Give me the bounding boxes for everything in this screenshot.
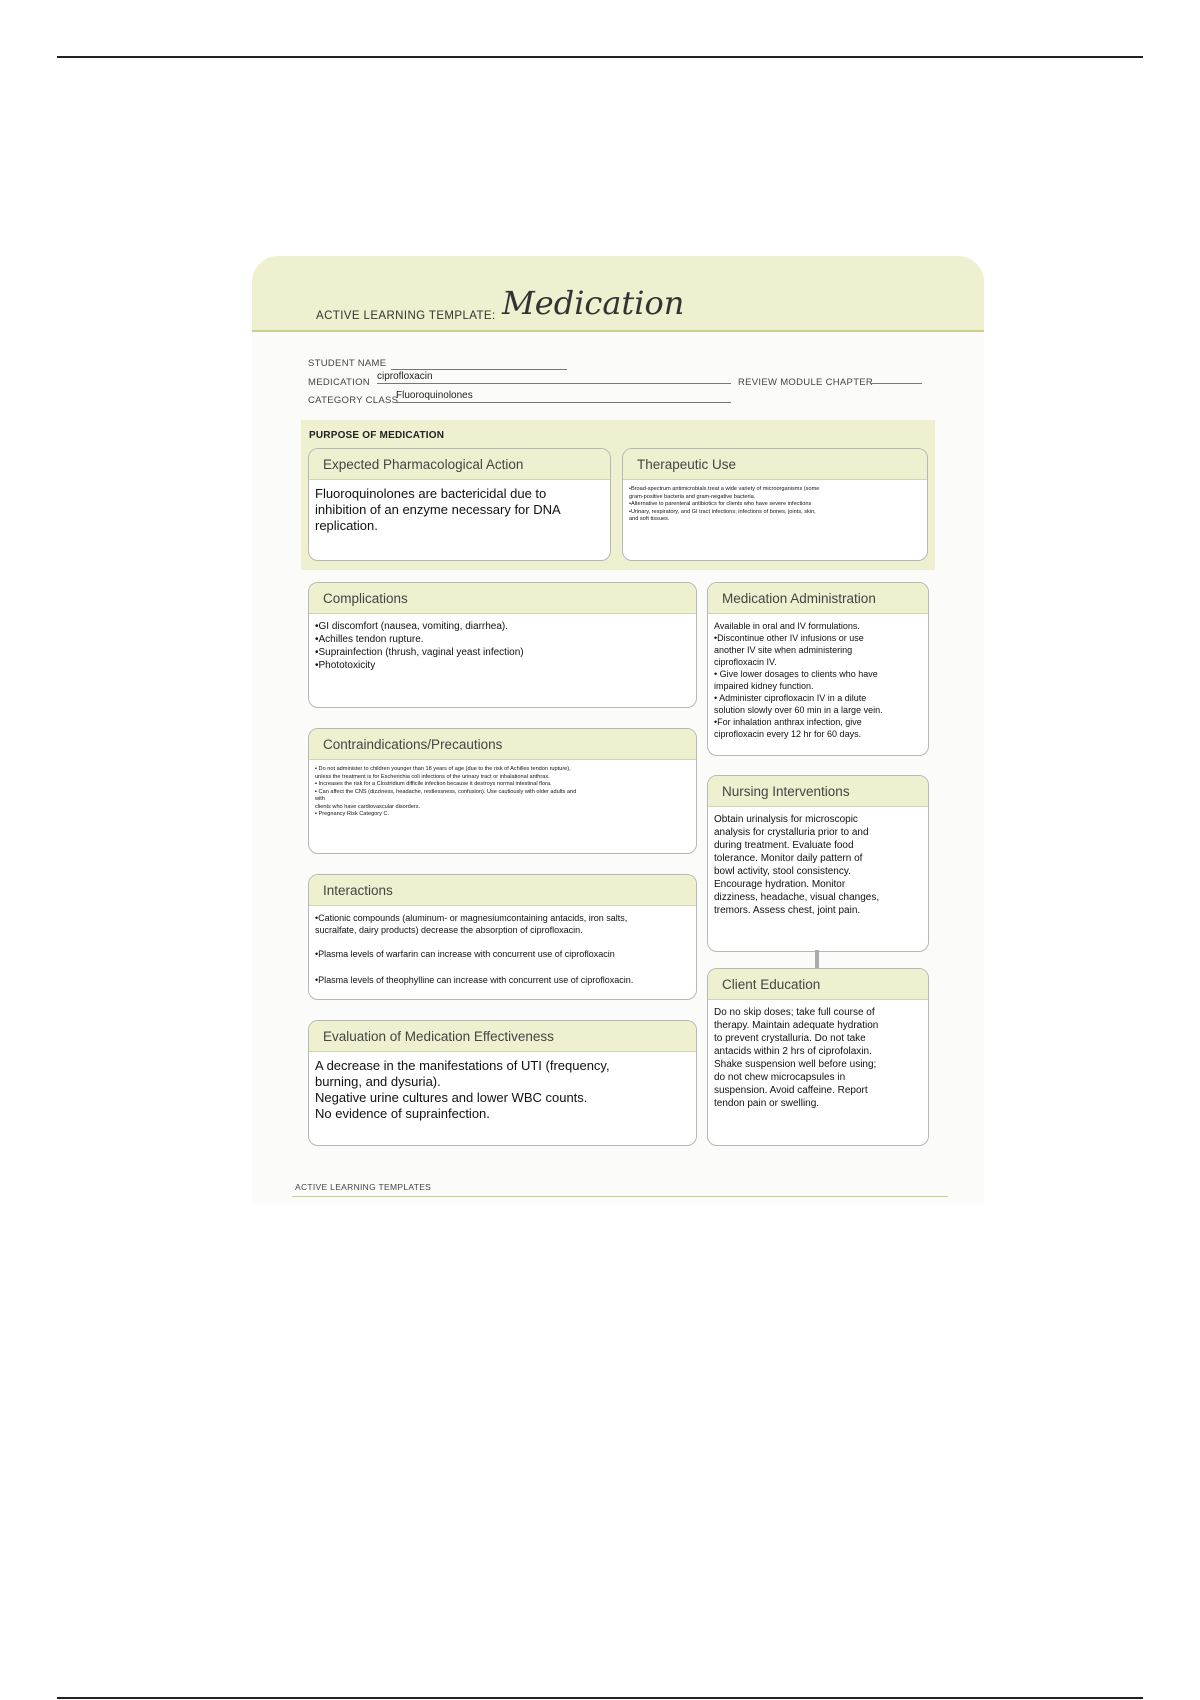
education-line: Shake suspension well before using; <box>714 1059 877 1070</box>
therapeutic-line: •Alternative to parenteral antibiotics for clients who have severe infections <box>629 501 812 507</box>
client-education-card <box>707 968 929 1146</box>
expected-line: inhibition of an enzyme necessary for DNA <box>315 502 561 517</box>
administration-line: impaired kidney function. <box>714 681 814 691</box>
contraindication-line: with <box>315 796 325 802</box>
administration-line: •Discontinue other IV infusions or use <box>714 633 864 643</box>
nursing-interventions-card <box>707 775 929 952</box>
contraindication-line: clients who have cardiovascular disorders. <box>315 803 421 810</box>
administration-title: Medication Administration <box>708 583 928 614</box>
complication-line: •Suprainfection (thrush, vaginal yeast infection) <box>315 647 524 658</box>
expected-action-body <box>309 480 610 538</box>
nursing-interventions-title: Nursing Interventions <box>708 776 928 807</box>
complications-body <box>309 614 696 676</box>
education-line: do not chew microcapsules in <box>714 1072 846 1083</box>
therapeutic-line: •Broad-spectrum antimicrobials treat a wide variety of microorganisms (some <box>629 486 820 492</box>
client-education-title: Client Education <box>708 969 928 1000</box>
interaction-line: •Plasma levels of theophylline can increase with concurrent use of ciprofloxacin. <box>315 975 634 985</box>
footer-rule <box>292 1196 948 1197</box>
contraindication-line: ▪ Do not administer to children younger than 18 years of age (due to the risk of Achilles tendon rupture), <box>315 766 571 772</box>
therapeutic-line: and soft tissues. <box>629 516 670 522</box>
administration-line: • Give lower dosages to clients who have <box>714 669 878 679</box>
evaluation-card <box>308 1020 697 1146</box>
footer-label: ACTIVE LEARNING TEMPLATES <box>295 1182 432 1192</box>
contraindication-line: unless the treatment is for Escherichia coli infections of the urinary tract or inhalational anthrax. <box>315 773 550 780</box>
education-line: therapy. Maintain adequate hydration <box>714 1020 879 1031</box>
education-line: tendon pain or swelling. <box>714 1098 820 1109</box>
contraindications-title: Contraindications/Precautions <box>309 729 696 760</box>
interactions-body <box>309 906 696 990</box>
nursing-line: dizziness, headache, visual changes, <box>714 892 880 903</box>
complications-card <box>308 582 697 708</box>
education-line: suspension. Avoid caffeine. Report <box>714 1085 868 1096</box>
medication-label: MEDICATION <box>308 377 370 388</box>
template-header <box>252 256 984 332</box>
contraindications-card <box>308 728 697 854</box>
therapeutic-use-title: Therapeutic Use <box>623 449 927 480</box>
nursing-line: tremors. Assess chest, joint pain. <box>714 905 861 916</box>
category-class-label: CATEGORY CLASS <box>308 395 399 406</box>
evaluation-title: Evaluation of Medication Effectiveness <box>309 1021 696 1052</box>
evaluation-line: A decrease in the manifestations of UTI (frequency, <box>315 1058 610 1073</box>
connector-line <box>815 950 819 968</box>
education-line: to prevent crystalluria. Do not take <box>714 1033 866 1044</box>
therapeutic-line: •Urinary, respiratory, and GI tract infections; infections of bones, joints, skin, <box>629 508 816 515</box>
complication-line: •Phototoxicity <box>315 660 376 671</box>
interactions-card <box>308 874 697 1000</box>
administration-card <box>707 582 929 756</box>
expected-action-card <box>308 448 611 561</box>
contraindication-line: ▪ Increases the risk for a Clostridium difficile infection because it destroys normal intestinal flora. <box>315 781 552 787</box>
evaluation-line: No evidence of suprainfection. <box>315 1106 490 1121</box>
education-line: antacids within 2 hrs of ciprofolaxin. <box>714 1046 872 1057</box>
category-class-field[interactable]: Fluoroquinolones <box>396 390 731 403</box>
evaluation-body <box>309 1052 696 1126</box>
education-line: Do no skip doses; take full course of <box>714 1007 875 1018</box>
administration-line: •For inhalation anthrax infection, give <box>714 717 862 727</box>
contraindications-body <box>309 760 696 823</box>
review-module-chapter-field[interactable] <box>870 371 922 384</box>
medication-field[interactable]: ciprofloxacin <box>377 371 731 384</box>
administration-line: • Administer ciprofloxacin IV in a dilute <box>714 693 867 703</box>
complication-line: •GI discomfort (nausea, vomiting, diarrhea). <box>315 621 509 632</box>
review-module-chapter-label: REVIEW MODULE CHAPTER <box>738 377 874 388</box>
purpose-title: PURPOSE OF MEDICATION <box>309 430 445 441</box>
interactions-title: Interactions <box>309 875 696 906</box>
bottom-rule <box>57 1697 1143 1699</box>
student-name-field[interactable] <box>391 357 567 370</box>
administration-line: another IV site when administering <box>714 645 853 655</box>
expected-line: Fluoroquinolones are bactericidal due to <box>315 486 547 501</box>
complications-title: Complications <box>309 583 696 614</box>
nursing-line: during treatment. Evaluate food <box>714 840 854 851</box>
administration-line: ciprofloxacin every 12 hr for 60 days. <box>714 729 862 739</box>
evaluation-line: Negative urine cultures and lower WBC counts. <box>315 1090 588 1105</box>
administration-line: solution slowly over 60 min in a large vein. <box>714 705 883 715</box>
administration-body <box>708 614 928 744</box>
expected-action-title: Expected Pharmacological Action <box>309 449 610 480</box>
client-education-body <box>708 1000 928 1114</box>
interaction-line: •Plasma levels of warfarin can increase with concurrent use of ciprofloxacin <box>315 949 615 959</box>
contraindication-line: ▪ Can affect the CNS (dizziness, headache, restlessness, confusion). Use cautiously with older adults and <box>315 788 577 795</box>
complication-line: •Achilles tendon rupture. <box>315 634 424 645</box>
template-title: Medication <box>502 284 685 322</box>
nursing-line: Obtain urinalysis for microscopic <box>714 814 858 825</box>
expected-line: replication. <box>315 518 378 533</box>
nursing-line: analysis for crystalluria prior to and <box>714 827 869 838</box>
interaction-line: sucralfate, dairy products) decrease the absorption of ciprofloxacin. <box>315 925 583 935</box>
administration-line: ciprofloxacin IV. <box>714 657 777 667</box>
therapeutic-use-body <box>623 480 927 528</box>
nursing-line: bowl activity, stool consistency. <box>714 866 851 877</box>
therapeutic-use-card <box>622 448 928 561</box>
administration-line: Available in oral and IV formulations. <box>714 621 860 631</box>
student-name-label: STUDENT NAME <box>308 358 387 369</box>
interaction-line: •Cationic compounds (aluminum- or magnesiumcontaining antacids, iron salts, <box>315 913 628 923</box>
nursing-line: tolerance. Monitor daily pattern of <box>714 853 863 864</box>
nursing-line: Encourage hydration. Monitor <box>714 879 846 890</box>
nursing-interventions-body <box>708 807 928 921</box>
contraindication-line: ▪ Pregnancy Risk Category C. <box>315 811 390 817</box>
top-rule <box>57 56 1143 58</box>
medication-template-sheet <box>252 256 984 1204</box>
purpose-of-medication-section <box>301 420 935 570</box>
evaluation-line: burning, and dysuria). <box>315 1074 441 1089</box>
therapeutic-line: gram-positive bacteria and gram-negative bacteria. <box>629 493 756 500</box>
template-label: ACTIVE LEARNING TEMPLATE: <box>316 310 496 322</box>
